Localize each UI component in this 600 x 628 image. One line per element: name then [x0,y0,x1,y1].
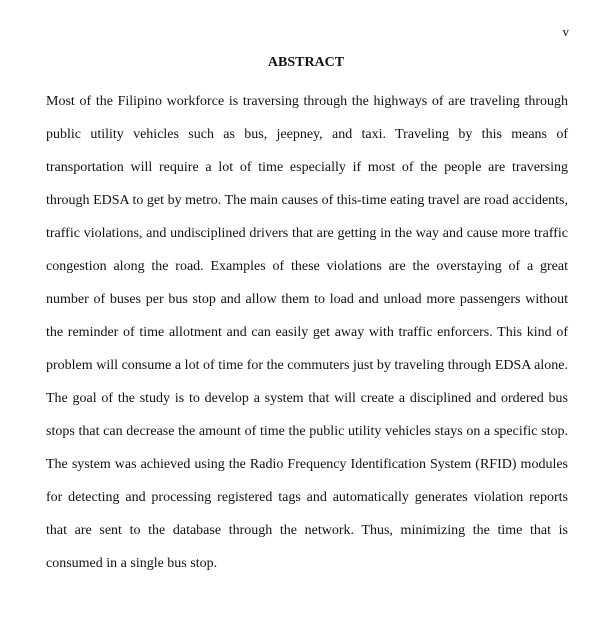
abstract-title: ABSTRACT [267,55,345,70]
abstract-body: Most of the Filipino workforce is traversing through the highways of are traveling through public utility vehicles such as bus, jeepney, and taxi. Traveling by this means of transportation will require a lot of time especially if most of the people are traversing through EDSA to get by metro. The main causes of this-time eating travel are road accidents, traffic violations, and undisciplined drivers that are getting in the way and cause more traffic congestion along the road. Examples of these violations are the overstaying of a great number of buses per bus stop and allow them to load and unload more passengers without the reminder of time allotment and can easily get away with traffic enforcers. This kind of problem will consume a lot of time for the commuters just by traveling through EDSA alone. The goal of the study is to develop a system that will create a disciplined and ordered bus stops that can decrease the amount of time the public utility vehicles stays on a specific stop. The system was achieved using the Radio Frequency Identification System (RFID) modules for detecting and processing registered tags and automatically generates violation reports that are sent to the database through the network. Thus, minimizing the time that is consumed in a single bus stop. [46,94,568,571]
page-number: v [562,24,569,39]
